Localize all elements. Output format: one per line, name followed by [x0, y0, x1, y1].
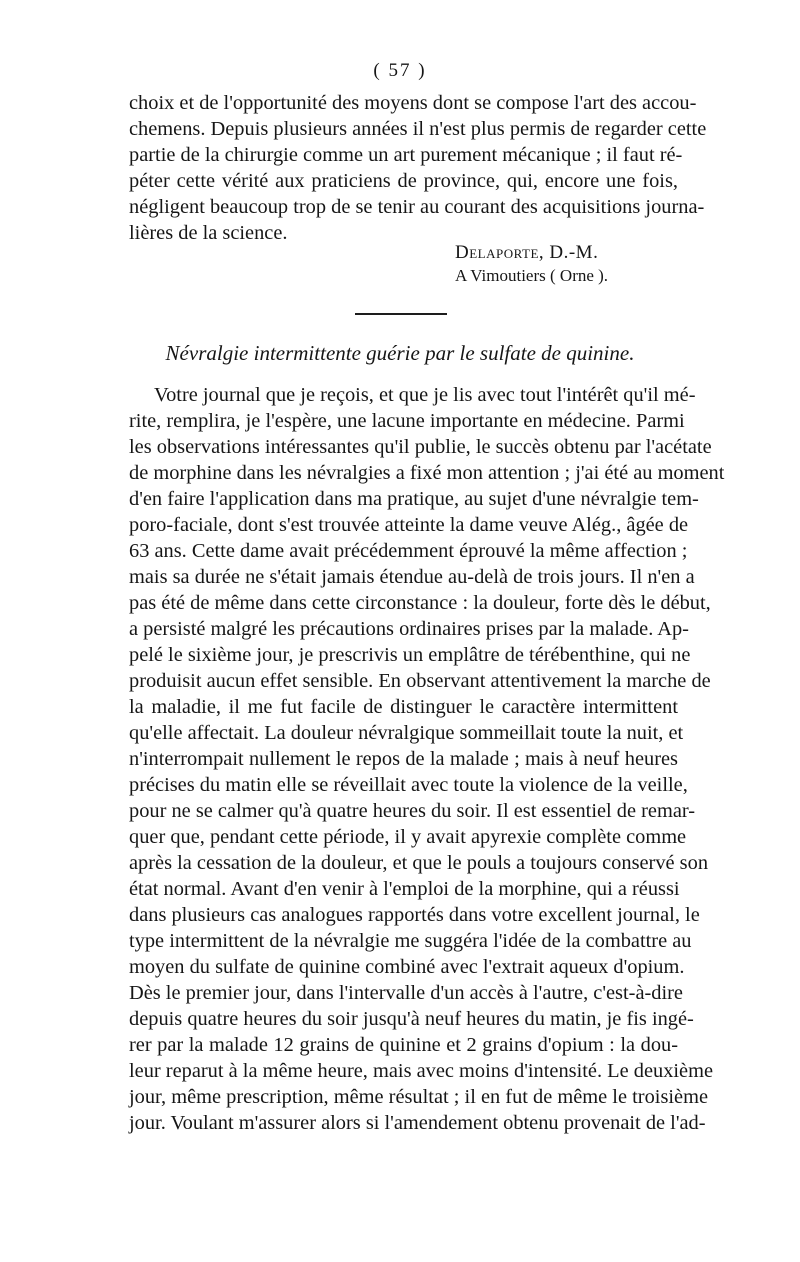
- page-number: ( 57 ): [373, 60, 427, 81]
- text-line: poro-faciale, dont s'est trouvée atteinte la dame veuve Alég., âgée de: [129, 514, 689, 536]
- text-line: choix et de l'opportunité des moyens dont se compose l'art des accou-: [129, 92, 697, 114]
- text-line: mais sa durée ne s'était jamais étendue au-delà de trois jours. Il n'en a: [129, 566, 695, 588]
- text-line: jour. Voulant m'assurer alors si l'amendement obtenu provenait de l'ad-: [129, 1112, 706, 1134]
- text-line: les observations intéressantes qu'il publie, le succès obtenu par l'acétate: [129, 436, 712, 458]
- text-line: d'en faire l'application dans ma pratique, au sujet d'une névralgie tem-: [129, 488, 699, 510]
- text-line: négligent beaucoup trop de se tenir au courant des acquisitions journa-: [129, 196, 705, 218]
- section-divider: [355, 313, 447, 315]
- text-line: Votre journal que je reçois, et que je lis avec tout l'intérêt qu'il mé-: [154, 384, 696, 406]
- text-line: a persisté malgré les précautions ordinaires prises par la malade. Ap-: [129, 618, 689, 640]
- text-line: produisit aucun effet sensible. En observant attentivement la marche de: [129, 670, 711, 692]
- text-line: depuis quatre heures du soir jusqu'à neuf heures du matin, je fis ingé-: [129, 1008, 694, 1030]
- text-line: lières de la science.: [129, 222, 288, 244]
- text-line: pas été de même dans cette circonstance : la douleur, forte dès le début,: [129, 592, 711, 614]
- text-line: de morphine dans les névralgies a fixé mon attention ; j'ai été au moment: [129, 462, 725, 484]
- text-line: partie de la chirurgie comme un art purement mécanique ; il faut ré-: [129, 144, 683, 166]
- text-line: moyen du sulfate de quinine combiné avec l'extrait aqueux d'opium.: [129, 956, 685, 978]
- text-line: pour ne se calmer qu'à quatre heures du soir. Il est essentiel de remar-: [129, 800, 696, 822]
- text-line: 63 ans. Cette dame avait précédemment éprouvé la même affection ;: [129, 540, 688, 562]
- text-line: état normal. Avant d'en venir à l'emploi de la morphine, qui a réussi: [129, 878, 680, 900]
- text-line: après la cessation de la douleur, et que le pouls a toujours conservé son: [129, 852, 709, 874]
- text-line: rite, remplira, je l'espère, une lacune importante en médecine. Parmi: [129, 410, 685, 432]
- text-line: rer par la malade 12 grains de quinine et 2 grains d'opium : la dou-: [129, 1034, 678, 1056]
- text-line: dans plusieurs cas analogues rapportés dans votre excellent journal, le: [129, 904, 700, 926]
- text-line: chemens. Depuis plusieurs années il n'est plus permis de regarder cette: [129, 118, 707, 140]
- text-line: la maladie, il me fut facile de distinguer le caractère intermittent: [129, 696, 678, 718]
- text-line: jour, même prescription, même résultat ; il en fut de même le troisième: [129, 1086, 709, 1108]
- text-line: Dès le premier jour, dans l'intervalle d'un accès à l'autre, c'est-à-dire: [129, 982, 683, 1004]
- article-title: Névralgie intermittente guérie par le sulfate de quinine.: [165, 341, 635, 365]
- text-line: pelé le sixième jour, je prescrivis un emplâtre de térébenthine, qui ne: [129, 644, 691, 666]
- text-line: leur reparut à la même heure, mais avec moins d'intensité. Le deuxième: [129, 1060, 714, 1082]
- author-location: A Vimoutiers ( Orne ).: [455, 266, 609, 285]
- text-line: précises du matin elle se réveillait avec toute la violence de la veille,: [129, 774, 688, 796]
- text-line: qu'elle affectait. La douleur névralgique sommeillait toute la nuit, et: [129, 722, 684, 744]
- text-line: n'interrompait nullement le repos de la malade ; mais à neuf heures: [129, 748, 678, 770]
- text-line: péter cette vérité aux praticiens de province, qui, encore une fois,: [129, 170, 678, 192]
- author-signature: Delaporte, D.-M.: [455, 242, 599, 263]
- text-line: quer que, pendant cette période, il y avait apyrexie complète comme: [129, 826, 687, 848]
- text-line: type intermittent de la névralgie me suggéra l'idée de la combattre au: [129, 930, 692, 952]
